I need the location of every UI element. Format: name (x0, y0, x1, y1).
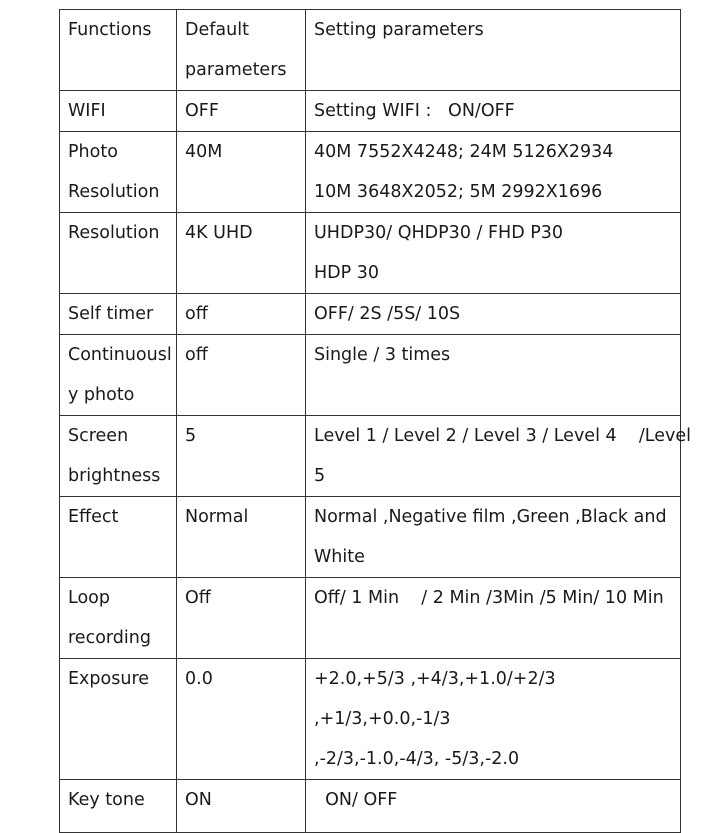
settings-table (59, 9, 691, 833)
default-cell: 0.0 (177, 659, 306, 780)
table-row (60, 578, 681, 659)
table-row (60, 497, 681, 578)
table-row (60, 416, 681, 497)
setting-cell: Level 1 / Level 2 / Level 3 / Level 4 /Level 5 (306, 416, 681, 497)
header-functions: Functions (60, 10, 177, 91)
function-cell: Resolution (60, 213, 177, 294)
function-cell: Screen brightness (60, 416, 177, 497)
table-row (60, 659, 681, 780)
default-cell: 40M (177, 132, 306, 213)
default-cell: 5 (177, 416, 306, 497)
table-header-row (60, 10, 681, 91)
function-cell: Key tone (60, 780, 177, 833)
setting-cell: 40M 7552X4248; 24M 5126X2934 10M 3648X2052; 5M 2992X1696 (306, 132, 681, 213)
default-cell: Off (177, 578, 306, 659)
table-row (60, 335, 681, 416)
header-setting-parameters: Setting parameters (306, 10, 681, 91)
function-cell: Loop recording (60, 578, 177, 659)
table-row (60, 132, 681, 213)
function-cell: Exposure (60, 659, 177, 780)
setting-cell: Setting WIFI : ON/OFF (306, 91, 681, 132)
default-cell: Normal (177, 497, 306, 578)
setting-cell: +2.0,+5/3 ,+4/3,+1.0/+2/3 ,+1/3,+0.0,-1/3 ,-2/3,-1.0,-4/3, -5/3,-2.0 (306, 659, 681, 780)
default-cell: off (177, 335, 306, 416)
default-cell: ON (177, 780, 306, 833)
setting-cell: UHDP30/ QHDP30 / FHD P30 HDP 30 (306, 213, 681, 294)
function-cell: Effect (60, 497, 177, 578)
header-default-parameters: Default parameters (177, 10, 306, 91)
table-row (60, 294, 681, 335)
function-cell: Continuousl y photo (60, 335, 177, 416)
setting-cell: OFF/ 2S /5S/ 10S (306, 294, 681, 335)
default-cell: off (177, 294, 306, 335)
default-cell: 4K UHD (177, 213, 306, 294)
function-cell: Self timer (60, 294, 177, 335)
setting-cell: Normal ,Negative film ,Green ,Black and White (306, 497, 681, 578)
table-row (60, 91, 681, 132)
setting-cell: ON/ OFF (306, 780, 681, 833)
table-row (60, 780, 681, 833)
setting-cell: Single / 3 times (306, 335, 681, 416)
default-cell: OFF (177, 91, 306, 132)
function-cell: WIFI (60, 91, 177, 132)
function-cell: Photo Resolution (60, 132, 177, 213)
table-row (60, 213, 681, 294)
setting-cell: Off/ 1 Min / 2 Min /3Min /5 Min/ 10 Min (306, 578, 681, 659)
